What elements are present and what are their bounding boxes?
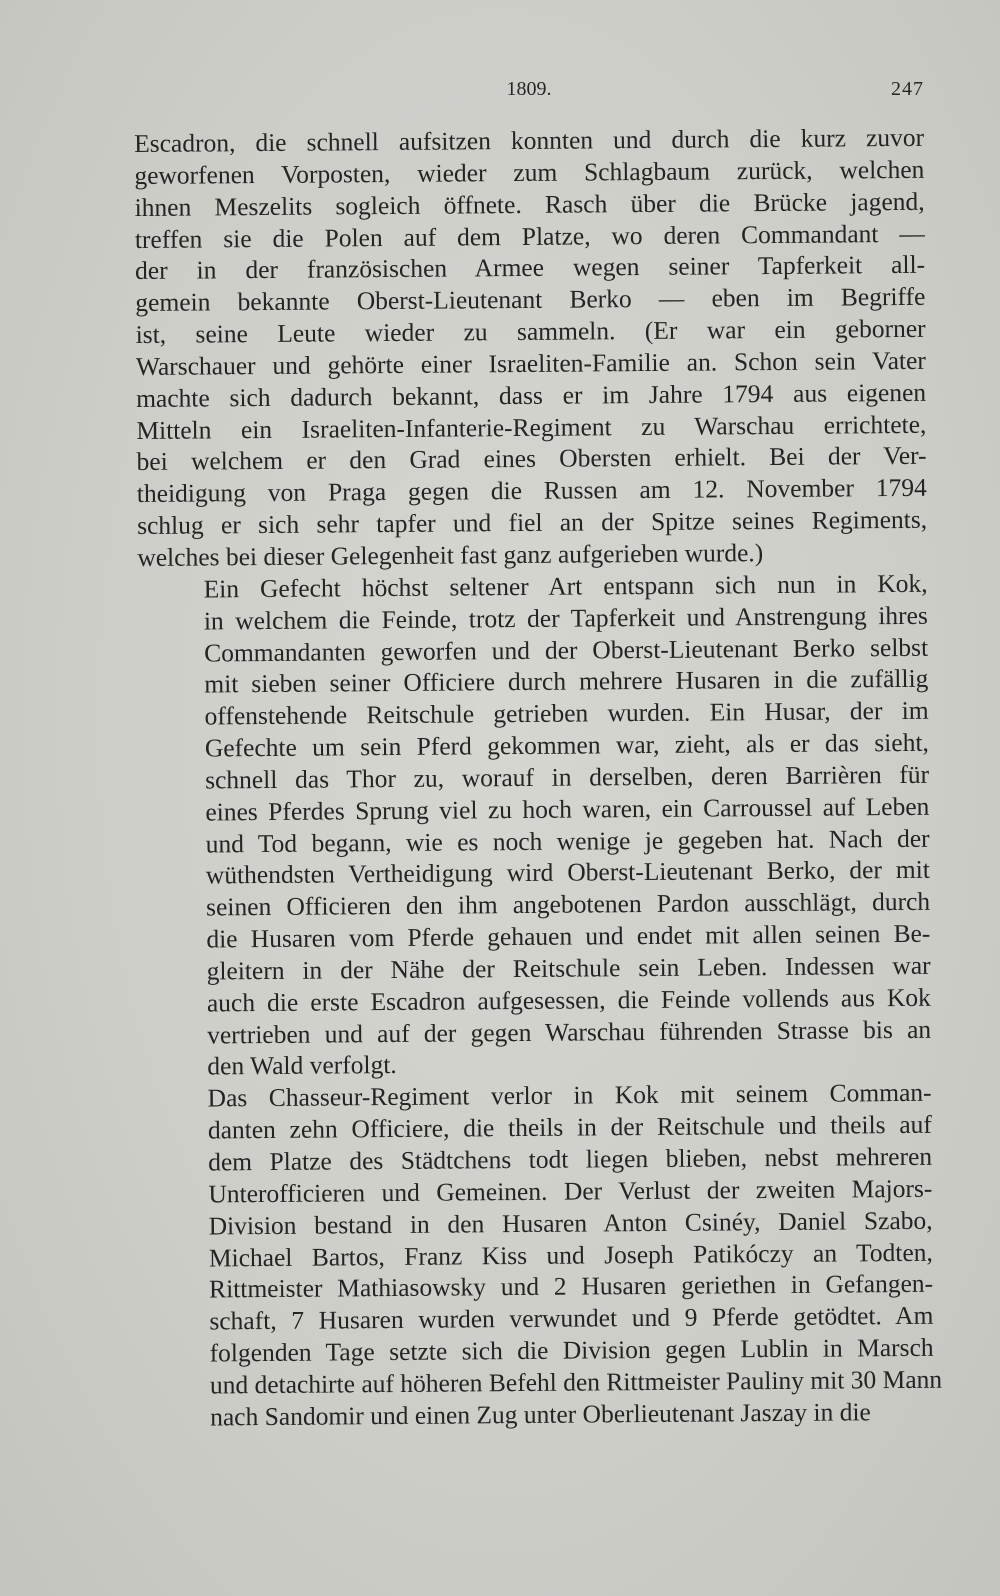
text-line: Division bestand in den Husaren Anton Csinéy, Daniel Szabo,	[208, 1205, 933, 1241]
text-line: schaft, 7 Husaren wurden verwundet und 9 Pferde getödtet. Am	[209, 1300, 934, 1336]
text-line: und detachirte auf höheren Befehl den Rittmeister Pauliny mit 30 Mann	[209, 1364, 943, 1400]
text-line: Warschauer und gehörte einer Israeliten-Familie an. Schon sein Vater	[135, 345, 926, 381]
text-line: in welchem die Feinde, trotz der Tapferkeit und Anstrengung ihres	[203, 600, 928, 636]
body-text	[134, 122, 943, 1434]
text-line: Rittmeister Mathiasowsky und 2 Husaren geriethen in Gefangen-	[209, 1269, 934, 1304]
text-line: Michael Bartos, Franz Kiss und Joseph Patikóczy an Todten,	[208, 1237, 933, 1272]
text-line: seinen Officieren den ihm angebotenen Pardon ausschlägt, durch	[206, 887, 931, 922]
text-line: offenstehende Reitschule getrieben wurden. Ein Husar, der im	[204, 695, 929, 731]
text-line: den Wald verfolgt.	[207, 1050, 397, 1081]
text-line: auch die erste Escadron aufgesessen, die Feinde vollends aus Kok	[206, 982, 931, 1018]
text-line: ihnen Meszelits sogleich öffnete. Rasch über die Brücke jagend,	[134, 186, 925, 222]
text-line: nach Sandomir und einen Zug unter Oberlieutenant Jaszay in die	[210, 1397, 871, 1432]
text-line: und Tod begann, wie es noch wenige je gegeben hat. Nach der	[205, 823, 930, 859]
text-line: dem Platze des Städtchens todt liegen blieben, nebst mehreren	[208, 1141, 933, 1177]
paragraph	[142, 1077, 943, 1433]
text-line: schlug er sich sehr tapfer und fiel an der Spitze seines Regiments,	[137, 504, 928, 541]
text-line: ist, seine Leute wieder zu sammeln. (Er war ein geborner	[135, 313, 926, 350]
text-line: der in der französischen Armee wegen seiner Tapferkeit all-	[135, 250, 926, 286]
text-line: die Husaren vom Pferde gehauen und endet mit allen seinen Be-	[206, 918, 931, 954]
text-line: Das Chasseur-Regiment verlor in Kok mit seinem Comman-	[207, 1078, 932, 1113]
text-line: mit sieben seiner Officiere durch mehrere Husaren in die zufällig	[204, 664, 929, 699]
text-line: Ein Gefecht höchst seltener Art entspann sich nun in Kok,	[203, 568, 928, 604]
text-line: treffen sie die Polen auf dem Platze, wo deren Commandant —	[134, 218, 925, 254]
text-line: gleitern in der Nähe der Reitschule sein Leben. Indessen war	[206, 950, 931, 986]
text-line: folgenden Tage setzte sich die Division gegen Lublin in Marsch	[209, 1332, 934, 1368]
text-line: theidigung von Praga gegen die Russen am 12. November 1794	[136, 473, 927, 509]
page-number: 247	[891, 78, 924, 100]
text-line: vertrieben und auf der gegen Warschau führenden Strasse bis an	[207, 1014, 932, 1050]
text-line: schnell das Thor zu, worauf in derselben, deren Barrièren für	[205, 759, 930, 795]
text-line: welches bei dieser Gelegenheit fast ganz aufgerieben wurde.)	[137, 538, 764, 572]
text-line: gemein bekannte Oberst-Lieutenant Berko — eben im Begriffe	[135, 282, 926, 318]
text-line: Mitteln ein Israeliten-Infanterie-Regiment zu Warschau errichtete,	[136, 409, 927, 445]
text-line: wüthendsten Vertheidigung wird Oberst-Lieutenant Berko, der mit	[205, 855, 930, 890]
text-line: machte sich dadurch bekannt, dass er im Jahre 1794 aus eigenen	[136, 377, 927, 413]
text-line: Commandanten geworfen und der Oberst-Lieutenant Berko selbst	[204, 632, 929, 667]
text-line: danten zehn Officiere, die theils in der Reitschule und theils auf	[207, 1109, 932, 1145]
text-line: bei welchem er den Grad eines Obersten erhielt. Bei der Ver-	[136, 441, 927, 477]
text-line: Gefechte um sein Pferd gekommen war, zieht, als er das sieht,	[204, 727, 929, 763]
text-line: geworfenen Vorposten, wieder zum Schlagbaum zurück, welchen	[134, 154, 925, 190]
paragraph	[134, 122, 927, 574]
text-line: Unterofficieren und Gemeinen. Der Verlust der zweiten Majors-	[208, 1173, 933, 1209]
paragraph	[138, 568, 932, 1084]
text-line: Escadron, die schnell aufsitzen konnten und durch die kurz zuvor	[134, 122, 925, 158]
running-header	[134, 78, 924, 106]
header-year: 1809.	[506, 78, 552, 100]
text-line: eines Pferdes Sprung viel zu hoch waren, ein Carroussel auf Leben	[205, 791, 930, 827]
